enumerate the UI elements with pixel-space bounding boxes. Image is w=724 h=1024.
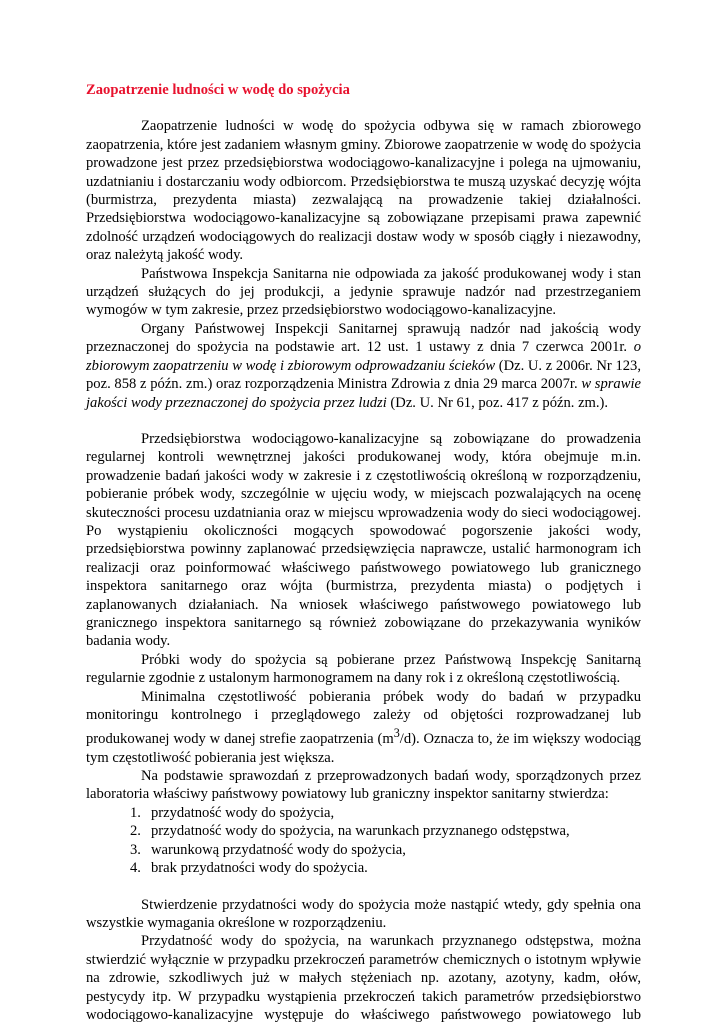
list-item — [130, 822, 641, 840]
act-title-italic: o zbiorowym zaopatrzeniu w wodę i zbiorowym odprowadzaniu ścieków — [86, 339, 641, 374]
list-item-text: warunkową przydatność wody do spożycia, — [151, 841, 406, 858]
list-number: 1. — [130, 804, 141, 821]
list-item — [130, 804, 641, 822]
paragraph-8: Stwierdzenie przydatności wody do spożycia może nastąpić wtedy, gdy spełnia ona wszystkie wymagania określone w rozporządzeniu. — [86, 896, 641, 931]
regulation-title-italic: w sprawie jakości wody przeznaczonej do spożycia przez ludzi — [86, 376, 641, 411]
paragraph-3-text-e: (Dz. U. Nr 61, poz. 417 z późn. zm.). — [386, 394, 609, 411]
paragraph-3 — [86, 320, 641, 412]
paragraph-3-text-a: Organy Państwowej Inspekcji Sanitarnej sprawują nadzór nad jakością wody przeznaczonej do spożycia na podstawie art. 12 ust. 1 ustawy z dnia 7 czerwca 2001r. — [86, 320, 641, 356]
list-number: 3. — [130, 841, 141, 858]
paragraph-6-text-a: Minimalna częstotliwość pobierania próbek wody do badań w przypadku monitoringu kontrolnego i przeglądowego zależy od objętości rozprowadzanej lub produkowanej wody w danej strefie zaopatrzenia (m — [86, 688, 641, 748]
paragraph-4: Przedsiębiorstwa wodociągowo-kanalizacyjne są zobowiązane do prowadzenia regularnej kontroli wewnętrznej jakości produkowanej wody, która obejmuje m.in. prowadzenie badań jakości wody w zakresie i z częstotliwością określoną w rozporządzeniu, pobieranie próbek wody, szczególnie w ujęciu wody, w miejscach pozwalających na ocenę skuteczności procesu uzdatniania oraz w miejscu wprowadzenia wody do sieci wodociągowej. Po wystąpieniu okoliczności mogących spowodować pogorszenie jakości wody, przedsiębiorstwa powinny zaplanować przedsięwzięcia naprawcze, ustalić harmonogram ich realizacji oraz poinformować właściwego państwowego powiatowego lub granicznego inspektora sanitarnego oraz wójta (burmistrza, prezydenta miasta) o podjętych i zaplanowanych działaniach. Na wniosek właściwego państwowego powiatowego lub granicznego inspektora sanitarnego są również zobowiązane do przekazywania wyników badania wody. — [86, 430, 641, 650]
paragraph-7: Na podstawie sprawozdań z przeprowadzonych badań wody, sporządzonych przez laboratoria właściwy państwowy powiatowy lub graniczny inspektor sanitarny stwierdza: — [86, 768, 641, 803]
list-item — [130, 859, 641, 877]
list-number: 4. — [130, 860, 141, 877]
list-item-text: brak przydatności wody do spożycia. — [151, 860, 368, 877]
paragraph-3-text-c: (Dz. U. z 2006r. Nr 123, poz. 858 z późn. zm.) oraz rozporządzenia Ministra Zdrowia z dnia 29 marca 2007r. — [86, 357, 641, 393]
paragraph-1: Zaopatrzenie ludności w wodę do spożycia odbywa się w ramach zbiorowego zaopatrzenia, które jest zadaniem własnym gminy. Zbiorowe zaopatrzenie w wodę do spożycia prowadzone jest przez przedsiębiorstwa wodociągowo-kanalizacyjne i polega na ujmowaniu, uzdatnianiu i dostarczaniu wody odbiorcom. Przedsiębiorstwa te muszą uzyskać decyzję wójta (burmistrza, prezydenta miasta) zezwalającą na prowadzenie takiej działalności. Przedsiębiorstwa wodociągowo-kanalizacyjne są zobowiązane przepisami prawa zapewnić zdolność urządzeń wodociągowych do realizacji dostaw wody w sposób ciągły i niezawodny, oraz należytą jakość wody. — [86, 118, 641, 264]
paragraph-5: Próbki wody do spożycia są pobierane przez Państwową Inspekcję Sanitarną regularnie zgodnie z ustalonym harmonogramem na dany rok i z określoną częstotliwością. — [86, 651, 641, 687]
list-item-text: przydatność wody do spożycia, na warunkach przyznanego odstępstwa, — [151, 823, 570, 840]
paragraph-2: Państwowa Inspekcja Sanitarna nie odpowiada za jakość produkowanej wody i stan urządzeń służących do jej produkcji, a jedynie sprawuje nadzór nad przestrzeganiem wymogów w tym zakresie, przez przedsiębiorstwo wodociągowo-kanalizacyjne. — [86, 265, 641, 319]
assessment-list — [86, 804, 641, 878]
document-title: Zaopatrzenie ludności w wodę do spożycia — [86, 82, 350, 98]
list-number: 2. — [130, 823, 141, 840]
superscript-3: 3 — [393, 726, 400, 741]
list-item — [130, 841, 641, 859]
paragraph-9: Przydatność wody do spożycia, na warunkach przyznanego odstępstwa, można stwierdzić wyłącznie w przypadku przekroczeń parametrów chemicznych o istotnym wpływie na zdrowie, szkodliwych już w małych stężeniach np. azotany, azotyny, kadm, ołów, pestycydy itp. W przypadku wystąpienia przekroczeń takich parametrów przedsiębiorstwo wodociągowo-kanalizacyjne występuje do właściwego państwowego powiatowego lub — [86, 933, 641, 1023]
list-item-text: przydatność wody do spożycia, — [151, 804, 335, 821]
paragraph-6-text-b: /d). Oznacza to, że im większy wodociąg tym częstotliwość pobierania jest większa. — [86, 731, 641, 766]
paragraph-6 — [86, 688, 641, 767]
